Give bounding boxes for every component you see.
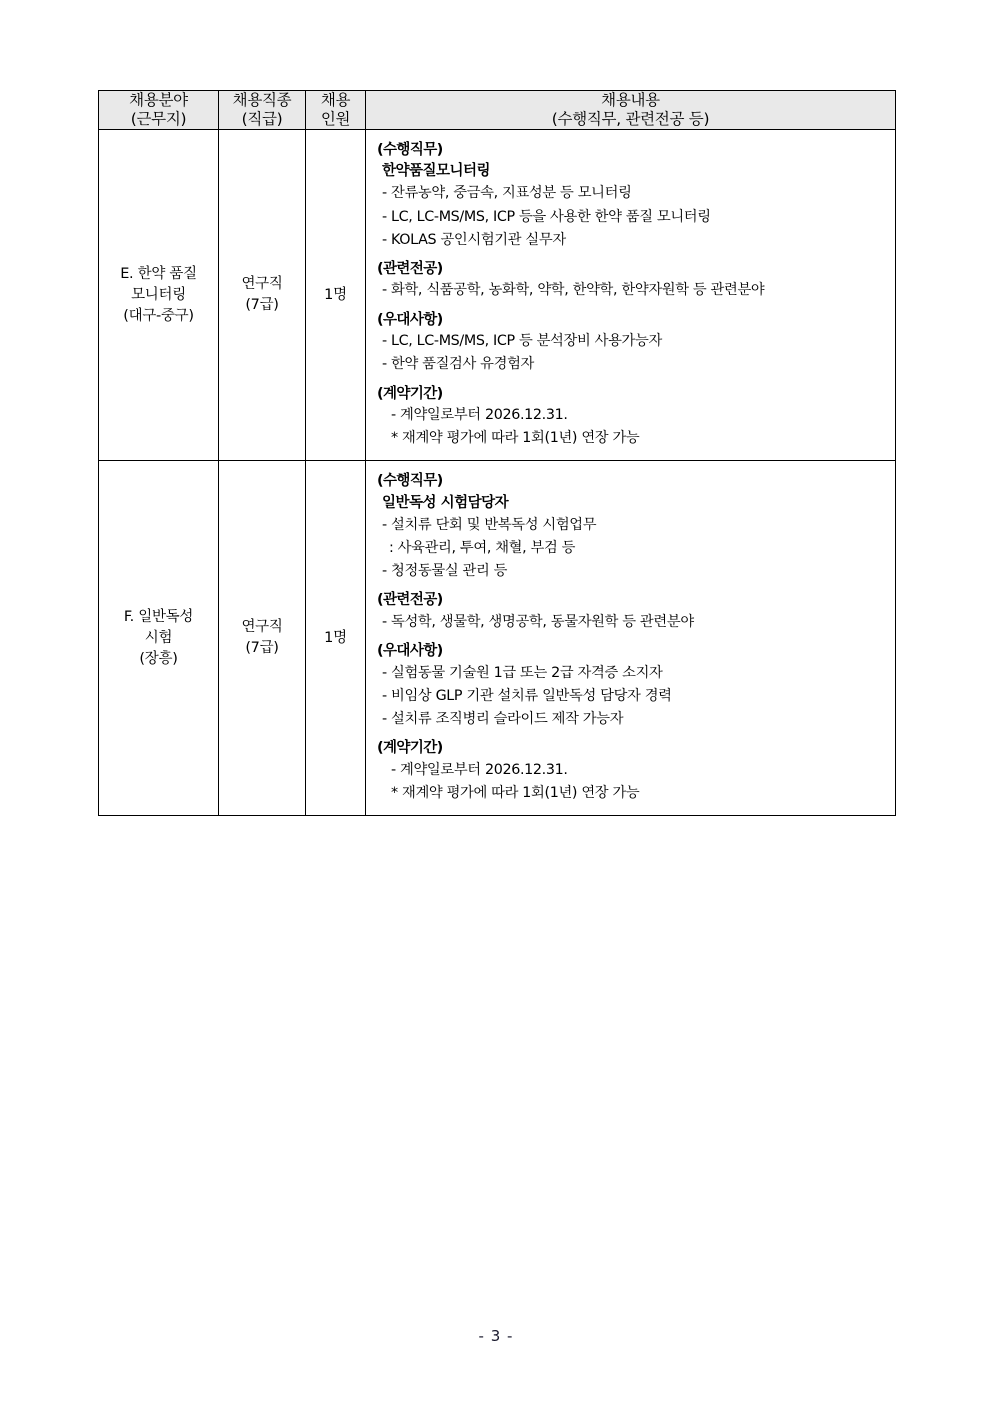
cell-recruitment-details (366, 129, 896, 461)
detail-block (377, 384, 887, 451)
column-header-count (306, 91, 366, 130)
cell-recruitment-field (99, 129, 219, 461)
detail-block (377, 738, 887, 805)
detail-block-title: (계약기간) (377, 740, 443, 757)
recruitment-field-line: 시험 (144, 629, 173, 646)
detail-item: - KOLAS 공인시험기관 실무자 (382, 231, 566, 248)
detail-block-title: (우대사항) (377, 643, 443, 660)
job-type-line: (7급) (245, 297, 279, 314)
recruitment-field-line: F. 일반독성 (123, 608, 194, 625)
detail-block (377, 471, 887, 583)
detail-block-title: (수행직무) (377, 141, 443, 158)
column-header-field (99, 91, 219, 130)
table-row (99, 461, 896, 816)
detail-block (377, 310, 887, 377)
detail-block (377, 590, 887, 634)
detail-block (377, 140, 887, 252)
detail-block-title: (계약기간) (377, 385, 443, 402)
detail-item: - 독성학, 생물학, 생명공학, 동물자원학 등 관련분야 (382, 614, 694, 631)
detail-block-subheading: 일반독성 시험담당자 (382, 494, 509, 511)
detail-item: - LC, LC-MS/MS, ICP 등을 사용한 한약 품질 모니터링 (382, 208, 711, 225)
table-header-row (99, 91, 896, 130)
cell-headcount: 1명 (306, 129, 366, 461)
detail-item: * 재계약 평가에 따라 1회(1년) 연장 가능 (391, 785, 640, 801)
detail-item: - 잔류농약, 중금속, 지표성분 등 모니터링 (382, 185, 632, 202)
detail-block (377, 259, 887, 303)
recruitment-field-line: E. 한약 품질 (120, 265, 197, 282)
detail-item: - 실험동물 기술원 1급 또는 2급 자격증 소지자 (382, 664, 663, 681)
page-number-footer: - 3 - (478, 1327, 514, 1345)
recruitment-field-line: (장흥) (139, 650, 178, 667)
cell-job-type (219, 461, 306, 816)
detail-block-title: (관련전공) (377, 592, 443, 609)
recruitment-field-line: (대구-중구) (123, 307, 194, 324)
column-header-field-line1: 채용분야 (129, 91, 188, 109)
detail-block (377, 641, 887, 731)
column-header-count-line2: 인원 (320, 109, 351, 128)
detail-item: - 계약일로부터 2026.12.31. (391, 407, 568, 424)
recruitment-field-line: 모니터링 (131, 286, 186, 303)
detail-item: - 계약일로부터 2026.12.31. (391, 761, 568, 778)
job-type-line: (7급) (245, 640, 279, 657)
job-type-line: 연구직 (241, 276, 283, 293)
detail-block-title: (우대사항) (377, 311, 443, 328)
column-header-type-line1: 채용직종 (232, 91, 292, 109)
table-body (99, 129, 896, 815)
recruitment-table (98, 90, 896, 816)
detail-item: - 비임상 GLP 기관 설치류 일반독성 담당자 경력 (382, 687, 672, 704)
detail-block-title: (수행직무) (377, 473, 443, 490)
cell-recruitment-details (366, 461, 896, 816)
detail-item: - 화학, 식품공학, 농화학, 약학, 한약학, 한약자원학 등 관련분야 (382, 282, 765, 299)
table-row (99, 129, 896, 461)
column-header-content (366, 91, 896, 130)
cell-headcount: 1명 (306, 461, 366, 816)
detail-item: - 청정동물실 관리 등 (382, 563, 508, 580)
column-header-type-line2: (직급) (241, 109, 283, 128)
detail-block-title: (관련전공) (377, 260, 443, 277)
column-header-field-line2: (근무지) (130, 109, 187, 128)
detail-item: - LC, LC-MS/MS, ICP 등 분석장비 사용가능자 (382, 333, 662, 350)
column-header-content-line1: 채용내용 (601, 91, 660, 109)
detail-item: - 한약 품질검사 유경험자 (382, 356, 534, 373)
detail-item: : 사육관리, 투여, 채혈, 부검 등 (389, 540, 576, 557)
job-type-line: 연구직 (241, 619, 283, 636)
column-header-type (219, 91, 306, 130)
detail-item: - 설치류 단회 및 반복독성 시험업무 (382, 517, 597, 534)
column-header-count-line1: 채용 (320, 91, 351, 109)
detail-item: * 재계약 평가에 따라 1회(1년) 연장 가능 (391, 430, 640, 447)
column-header-content-line2: (수행직무, 관련전공 등) (551, 109, 710, 128)
detail-block-subheading: 한약품질모니터링 (382, 163, 491, 180)
cell-job-type (219, 129, 306, 461)
cell-recruitment-field (99, 461, 219, 816)
detail-item: - 설치류 조직병리 슬라이드 제작 가능자 (382, 711, 624, 728)
